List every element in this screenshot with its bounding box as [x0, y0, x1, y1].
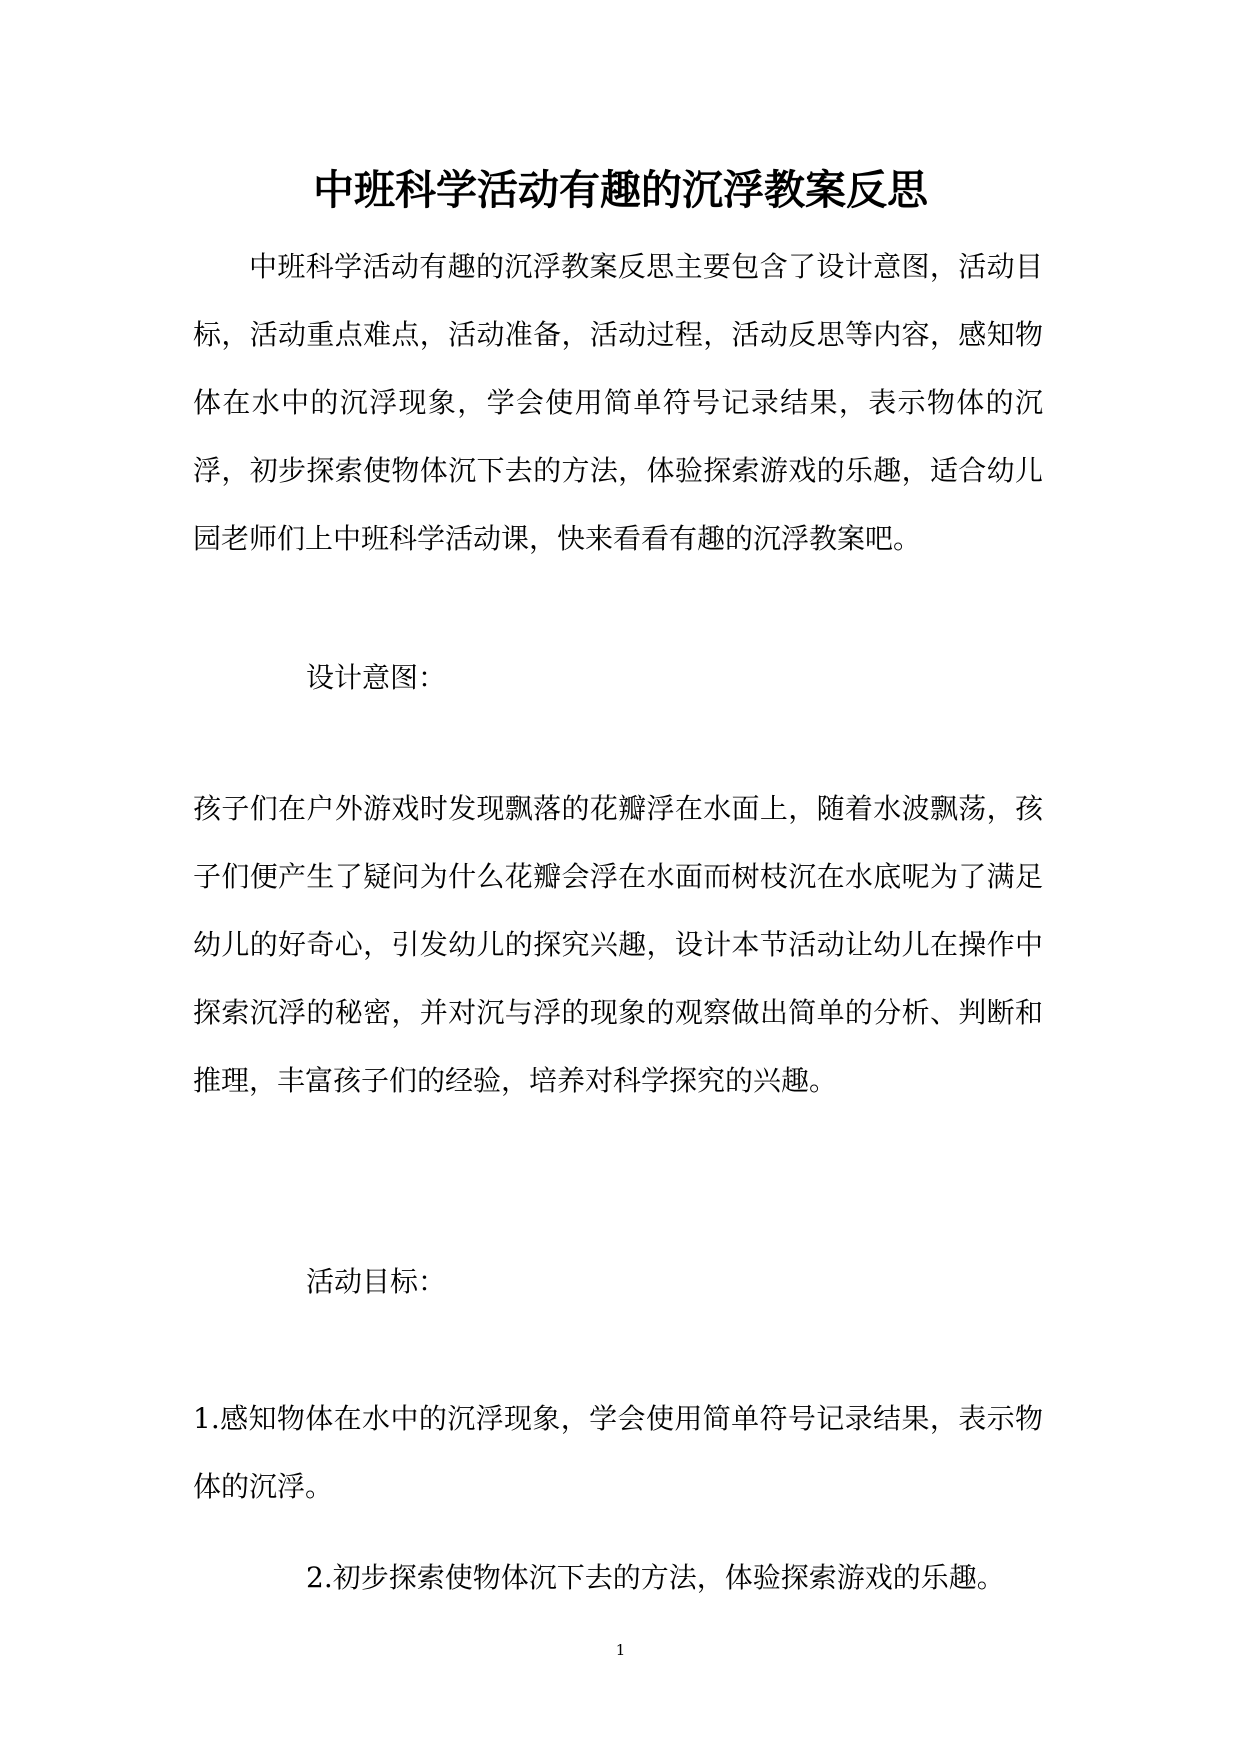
page-number: 1 — [615, 1641, 626, 1659]
design-paragraph: 孩子们在户外游戏时发现飘落的花瓣浮在水面上，随着水波飘荡，孩子们便产生了疑问为什么花瓣会浮在水面而树枝沉在水底呢为了满足幼儿的好奇心，引发幼儿的探究兴趣，设计本节活动让幼儿在操作中探索沉浮的秘密，并对沉与浮的现象的观察做出简单的分析、判断和推理，丰富孩子们的经验，培养对科学探究的兴趣。 — [193, 792, 1043, 1097]
design-heading: 设计意图： — [306, 661, 447, 694]
goal-item-1: 1.感知物体在水中的沉浮现象，学会使用简单符号记录结果，表示物体的沉浮。 — [193, 1402, 1043, 1503]
goals-heading: 活动目标： — [306, 1265, 447, 1298]
intro-paragraph: 中班科学活动有趣的沉浮教案反思主要包含了设计意图，活动目标，活动重点难点，活动准备，活动过程，活动反思等内容，感知物体在水中的沉浮现象，学会使用简单符号记录结果，表示物体的沉浮，初步探索使物体沉下去的方法，体验探索游戏的乐趣，适合幼儿园老师们上中班科学活动课，快来看看有趣的沉浮教案吧。 — [193, 250, 1043, 555]
document-title: 中班科学活动有趣的沉浮教案反思 — [313, 166, 928, 214]
goal-item-2: 2.初步探索使物体沉下去的方法，体验探索游戏的乐趣。 — [306, 1561, 1005, 1594]
